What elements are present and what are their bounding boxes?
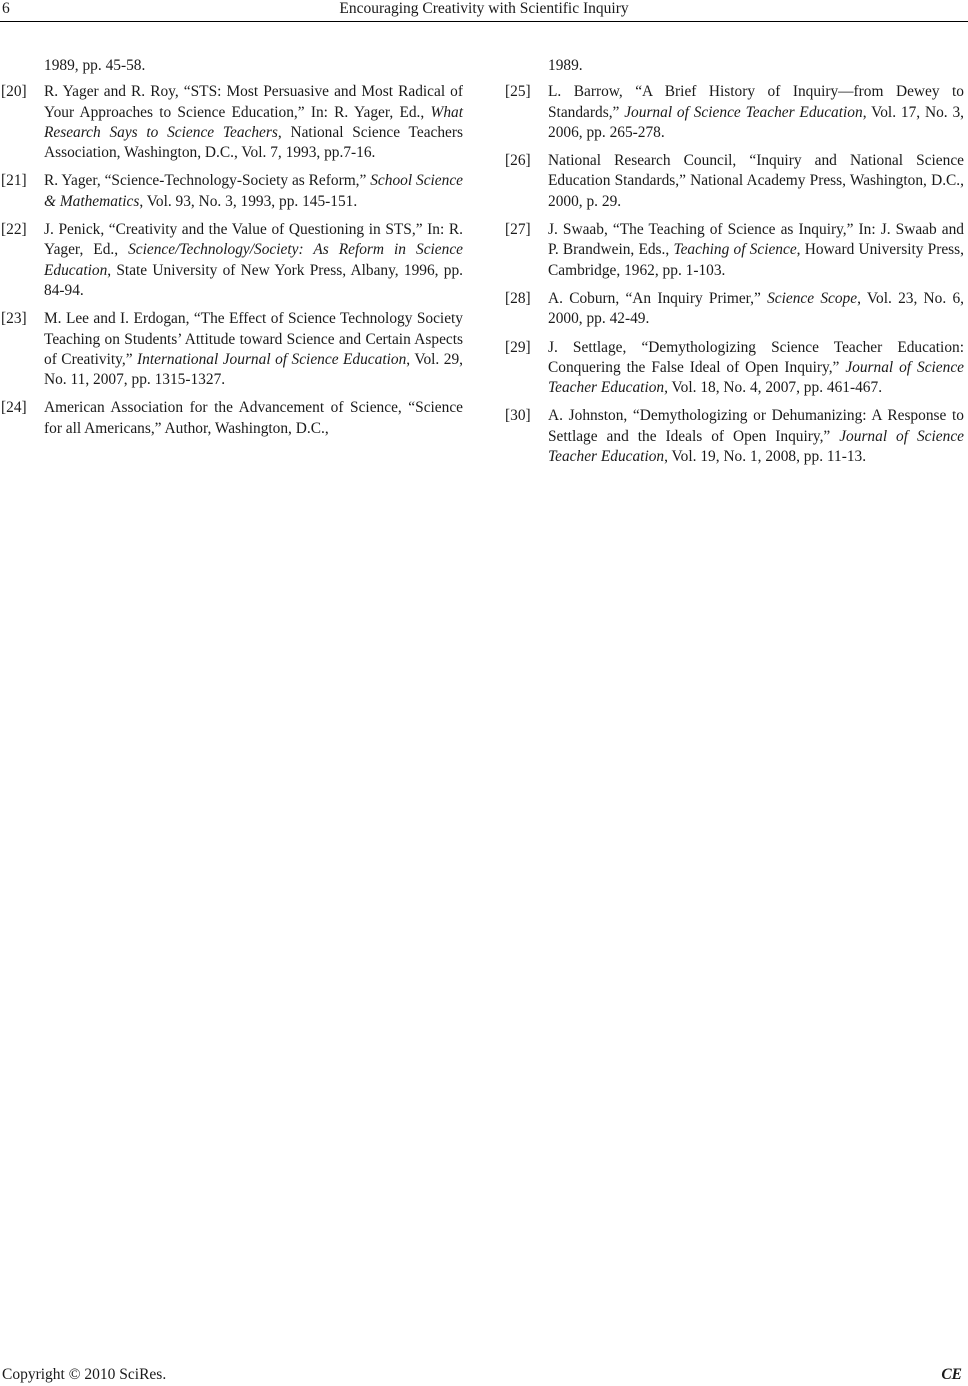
references-left-column — [1, 56, 463, 447]
reference-continuation: 1989, pp. 45-58. — [44, 57, 146, 74]
reference-entry — [1, 398, 463, 439]
reference-title-italic: School Science & Mathematics — [44, 172, 463, 210]
page-header — [0, 0, 968, 22]
reference-number: [28] — [505, 289, 531, 307]
reference-text-segment: M. Lee and I. Erdogan, “The Effect of Science Technology Society Teaching on Students’ Attitude toward Science and Certain Aspects of Creativity,” — [44, 310, 463, 368]
reference-text-segment: A. Coburn, “An Inquiry Primer,” — [548, 289, 768, 307]
reference-number: [20] — [1, 83, 27, 101]
reference-entry — [1, 82, 463, 163]
reference-text-segment: , Vol. 93, No. 3, 1993, pp. 145-151. — [139, 192, 358, 210]
reference-number: [23] — [1, 310, 27, 328]
reference-title-italic: Science Scope — [767, 289, 858, 307]
reference-text-segment: J. Settlage, “Demythologizing Science Teacher Education: Conquering the False Ideal of Open Inquiry,” — [548, 338, 964, 376]
reference-text — [548, 82, 964, 143]
reference-title-italic: Journal of Science Teacher Education, — [548, 358, 964, 397]
reference-entry — [505, 151, 964, 212]
reference-number: [30] — [505, 407, 531, 425]
reference-text-segment: Vol. 18, No. 4, 2007, pp. 461-467. — [667, 379, 883, 397]
reference-text-segment: National Research Council, “Inquiry and National Science Education Standards,” National Academy Press, Washington, D.C., 2000, p. 29. — [548, 152, 964, 210]
reference-text-segment: American Association for the Advancement of Science, “Science for all Americans,” Author, Washington, D.C., — [44, 399, 463, 437]
reference-text-segment: J. Swaab, “The Teaching of Science as Inquiry,” In: J. Swaab and P. Brandwein, Eds., — [548, 221, 964, 259]
reference-entry — [1, 220, 463, 301]
copyright-notice: Copyright © 2010 SciRes. — [2, 1366, 167, 1383]
journal-abbreviation: CE — [941, 1366, 962, 1383]
reference-text — [548, 289, 964, 330]
reference-text — [44, 309, 463, 390]
reference-text-segment: L. Barrow, “A Brief History of Inquiry—from Dewey to Standards,” — [548, 83, 964, 121]
reference-text-segment: , National Science Teachers Association, Washington, D.C., Vol. 7, 1993, pp.7-16. — [44, 123, 463, 162]
reference-entry — [505, 82, 964, 143]
reference-number: [24] — [1, 399, 27, 417]
references-right-column — [505, 56, 964, 475]
reference-text-segment: , State University of New York Press, Albany, 1996, pp. 84-94. — [44, 261, 463, 299]
reference-continuation: 1989. — [548, 57, 583, 74]
reference-text — [548, 406, 964, 467]
reference-title-italic: Science/Technology/Society: As Reform in Science Education — [44, 241, 463, 279]
page-footer — [0, 1366, 968, 1386]
reference-text — [548, 338, 964, 399]
reference-entry — [505, 406, 964, 467]
reference-text — [44, 398, 463, 439]
reference-text-segment: , Vol. 29, No. 11, 2007, pp. 1315-1327. — [44, 350, 464, 389]
reference-text — [44, 171, 463, 212]
reference-entry — [505, 338, 964, 399]
reference-text-segment: R. Yager and R. Roy, “STS: Most Persuasive and Most Radical of Your Approaches to Science Education,” In: R. Yager, Ed., — [44, 83, 463, 121]
reference-entry — [1, 309, 463, 390]
reference-number: [26] — [505, 152, 531, 170]
reference-title-italic: What Research Says to Science Teachers — [44, 103, 463, 141]
reference-text-segment: , Vol. 19, No. 1, 2008, pp. 11-13. — [664, 448, 867, 466]
reference-number: [27] — [505, 221, 531, 239]
reference-text-segment: , Howard University Press, Cambridge, 1962, pp. 1-103. — [548, 241, 964, 279]
header-divider — [0, 21, 968, 22]
reference-text — [548, 220, 964, 281]
reference-text — [548, 151, 964, 212]
reference-text — [44, 82, 463, 163]
reference-text-segment: A. Johnston, “Demythologizing or Dehumanizing: A Response to Settlage and the Ideals of Open Inquiry,” — [548, 407, 964, 445]
reference-title-italic: International Journal of Science Education — [137, 350, 407, 368]
running-title: Encouraging Creativity with Scientific Inquiry — [339, 0, 629, 17]
reference-text-segment: , Vol. 23, No. 6, 2000, pp. 42-49. — [548, 289, 964, 328]
reference-number: [29] — [505, 338, 531, 356]
reference-list — [505, 82, 964, 467]
reference-title-italic: Teaching of Science — [673, 241, 797, 259]
reference-text-segment: , Vol. 17, No. 3, 2006, pp. 265-278. — [548, 103, 964, 141]
reference-entry — [505, 289, 964, 330]
reference-list — [1, 82, 463, 439]
reference-title-italic: Journal of Science Teacher Education — [548, 427, 964, 466]
reference-number: [25] — [505, 83, 531, 101]
reference-title-italic: Journal of Science Teacher Education — [624, 103, 863, 121]
reference-text — [44, 220, 463, 301]
reference-entry — [505, 220, 964, 281]
page-number: 6 — [2, 0, 10, 17]
reference-number: [21] — [1, 172, 27, 190]
reference-entry — [1, 171, 463, 212]
reference-number: [22] — [1, 221, 27, 239]
reference-text-segment: J. Penick, “Creativity and the Value of Questioning in STS,” In: R. Yager, Ed., — [44, 221, 463, 259]
reference-text-segment: R. Yager, “Science-Technology-Society as Reform,” — [44, 172, 371, 190]
